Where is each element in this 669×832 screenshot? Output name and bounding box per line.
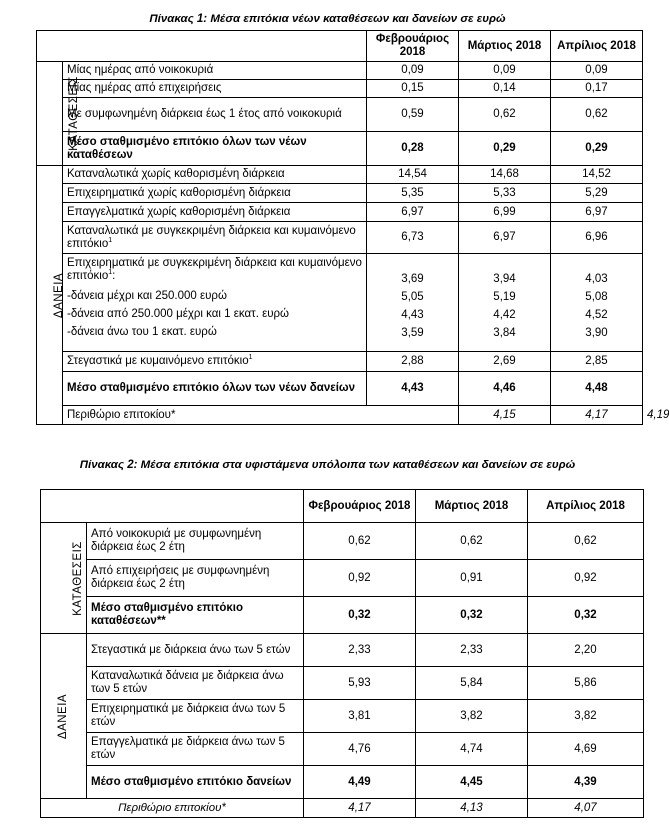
cell-value: 14,68 [459, 166, 551, 184]
table-row [41, 634, 644, 667]
cell-value: 4,45 [416, 766, 528, 799]
cell-value: 6,97 [459, 222, 551, 254]
margin-label: Περιθώριο επιτοκίου* [41, 799, 304, 818]
cell-value: 5,29 [551, 184, 643, 203]
cell-value: 6,97 [551, 203, 643, 222]
cell-value: 0,62 [459, 98, 551, 132]
cell-value: 0,32 [416, 597, 528, 634]
cell-value: 0,28 [367, 132, 459, 166]
table1 [36, 30, 669, 425]
cell-value: 2,20 [528, 634, 644, 667]
cell-value: 0,15 [367, 80, 459, 98]
row-label: Στεγαστικά με κυμαινόμενο επιτόκιο$^1$ [63, 352, 367, 372]
table2-header-row [41, 490, 644, 523]
cell-value: 4,49 [304, 766, 416, 799]
loans-section-label: ΔΑΝΕΙΑ [37, 166, 63, 425]
row-label: Επιχειρηματικά χωρίς καθορισμένη διάρκεια [63, 184, 367, 203]
table-row [41, 700, 644, 733]
cell-value: 6,96 [551, 222, 643, 254]
table1-title: Πίνακας 1: Μέσα επιτόκια νέων καταθέσεων και δανείων σε ευρώ [149, 13, 506, 25]
table-row [41, 560, 644, 597]
loans-section-label: ΔΑΝΕΙΑ [41, 634, 87, 799]
cell-value: 0,29 [459, 132, 551, 166]
row-label: Με συμφωνημένη διάρκεια έως 1 έτος από νοικοκυριά [63, 98, 367, 132]
cell-value: 0,62 [416, 523, 528, 560]
cell-value: 0,09 [367, 62, 459, 80]
table-row [41, 766, 644, 799]
row-label: Μέσο σταθμισμένο επιτόκιο καταθέσεων** [87, 597, 304, 634]
cell-value: 2,88 [367, 352, 459, 372]
cell-value: 4,17 [551, 406, 643, 425]
row-label: Επιχειρηματικά με συγκεκριμένη διάρκεια και κυμαινόμενο επιτόκιο$^1$: -δάνεια μέχρι και 250.000 ευρώ -δάνεια από 250.000 μέχρι και 1 εκατ. ευρώ -δάνεια άνω του 1 εκατ. ευρώ [63, 254, 367, 352]
cell-value: 4,74 [416, 733, 528, 766]
deposits-section-label: ΚΑΤΑΘΕΣΕΙΣ [41, 523, 87, 634]
table2-col-header: Απρίλιος 2018 [528, 490, 644, 523]
table-row [37, 80, 643, 98]
cell-value: 5,84 [416, 667, 528, 700]
cell-value: 0,14 [459, 80, 551, 98]
table1-corner [37, 31, 367, 62]
table-row-margin [41, 799, 644, 818]
cell-value: 3,81 [304, 700, 416, 733]
cell-value: 4,69 [528, 733, 644, 766]
table2-corner [41, 490, 304, 523]
cell-value: 4,07 [528, 799, 644, 818]
cell-value: 4,43 [367, 372, 459, 406]
table-row [41, 667, 644, 700]
row-label: Καταναλωτικά χωρίς καθορισμένη διάρκεια [63, 166, 367, 184]
cell-value: 2,85 [551, 352, 643, 372]
cell-value: 0,62 [304, 523, 416, 560]
row-label: Επαγγελματικά με διάρκεια άνω των 5 ετών [87, 733, 304, 766]
table-row [37, 62, 643, 80]
row-label: Από επιχειρήσεις με συμφωνημένη διάρκεια έως 2 έτη [87, 560, 304, 597]
table2-title: Πίνακας 2: Μέσα επιτόκια στα υφιστάμενα υπόλοιπα των καταθέσεων και δανείων σε ευρώ [79, 459, 576, 471]
cell-value: 0,09 [551, 62, 643, 80]
row-label: Καταναλωτικά με συγκεκριμένη διάρκεια και κυμαινόμενο επιτόκιο$^1$ [63, 222, 367, 254]
cell-value: 4,46 [459, 372, 551, 406]
row-label: Επαγγελματικά χωρίς καθορισμένη διάρκεια [63, 203, 367, 222]
cell-value: 0,32 [304, 597, 416, 634]
table1-col-header: Απρίλιος 2018 [551, 31, 643, 62]
cell-value: 5,35 [367, 184, 459, 203]
cell-value: 14,54 [367, 166, 459, 184]
cell-value: 14,52 [551, 166, 643, 184]
cell-value: 0,91 [416, 560, 528, 597]
sub-row-label: -δάνεια μέχρι και 250.000 ευρώ [67, 290, 227, 302]
table-row [37, 132, 643, 166]
cell-value: 0,09 [459, 62, 551, 80]
cell-value: 6,99 [459, 203, 551, 222]
row-label: Μέσο σταθμισμένο επιτόκιο δανείων [87, 766, 304, 799]
table1-header-row [37, 31, 643, 62]
table2-col-header: Φεβρουάριος 2018 [304, 490, 416, 523]
row-label: Επιχειρηματικά με διάρκεια άνω των 5 ετών [87, 700, 304, 733]
cell-value: 0,62 [551, 98, 643, 132]
cell-value: 5,93 [304, 667, 416, 700]
sub-row-label: -δάνεια από 250.000 μέχρι και 1 εκατ. ευρώ [67, 308, 290, 320]
cell-value: 2,33 [304, 634, 416, 667]
cell-value: 3,82 [416, 700, 528, 733]
table-row-margin: Περιθώριο επιτοκίου* 4,15 4,17 4,19 [37, 406, 643, 425]
table-row [37, 203, 643, 222]
row-label: Από νοικοκυριά με συμφωνημένη διάρκεια έως 2 έτη [87, 523, 304, 560]
cell-value: 4,48 [551, 372, 643, 406]
cell-value-stack: 4,03 5,08 4,52 3,90 [551, 254, 643, 352]
row-label: Μίας ημέρας από επιχειρήσεις [63, 80, 367, 98]
table2 [40, 489, 644, 818]
table-row [37, 222, 643, 254]
row-label: Μίας ημέρας από νοικοκυριά [63, 62, 367, 80]
table-row [41, 523, 644, 560]
deposits-section-label: ΚΑΤΑΘΕΣΕΙΣ [37, 62, 63, 166]
cell-value: 0,59 [367, 98, 459, 132]
table-row [37, 352, 643, 372]
margin-label: Περιθώριο επιτοκίου* [63, 406, 459, 425]
row-label: Στεγαστικά με διάρκεια άνω των 5 ετών [87, 634, 304, 667]
cell-value: 0,62 [528, 523, 644, 560]
cell-value: 5,86 [528, 667, 644, 700]
cell-value: 6,73 [367, 222, 459, 254]
row-label: Μέσο σταθμισμένο επιτόκιο όλων των νέων δανείων [63, 372, 367, 406]
sub-row-label: -δάνεια άνω του 1 εκατ. ευρώ [67, 326, 217, 338]
cell-value: 0,32 [528, 597, 644, 634]
table1-col-header: Φεβρουάριος 2018 [367, 31, 459, 62]
table-row-business-group [37, 254, 643, 352]
table-row [41, 597, 644, 634]
table-row [37, 98, 643, 132]
cell-value-stack: 3,69 5,05 4,43 3,59 [367, 254, 459, 352]
table-row [37, 184, 643, 203]
row-label: Καταναλωτικά δάνεια με διάρκεια άνω των 5 ετών [87, 667, 304, 700]
cell-value: 4,76 [304, 733, 416, 766]
table-row [37, 372, 643, 406]
cell-value-stack: 3,94 5,19 4,42 3,84 [459, 254, 551, 352]
cell-value: 0,92 [528, 560, 644, 597]
cell-value: 0,29 [551, 132, 643, 166]
cell-value: 4,39 [528, 766, 644, 799]
cell-value: 5,33 [459, 184, 551, 203]
cell-value: 3,82 [528, 700, 644, 733]
cell-value: 0,92 [304, 560, 416, 597]
row-label: Μέσο σταθμισμένο επιτόκιο όλων των νέων καταθέσεων [63, 132, 367, 166]
cell-value: 6,97 [367, 203, 459, 222]
table-row [37, 166, 643, 184]
table-row [41, 733, 644, 766]
table2-col-header: Μάρτιος 2018 [416, 490, 528, 523]
cell-value: 4,17 [304, 799, 416, 818]
table1-col-header: Μάρτιος 2018 [459, 31, 551, 62]
cell-value: 0,17 [551, 80, 643, 98]
cell-value: 4,15 [459, 406, 551, 425]
cell-value: 2,69 [459, 352, 551, 372]
cell-value: 2,33 [416, 634, 528, 667]
cell-value: 4,13 [416, 799, 528, 818]
